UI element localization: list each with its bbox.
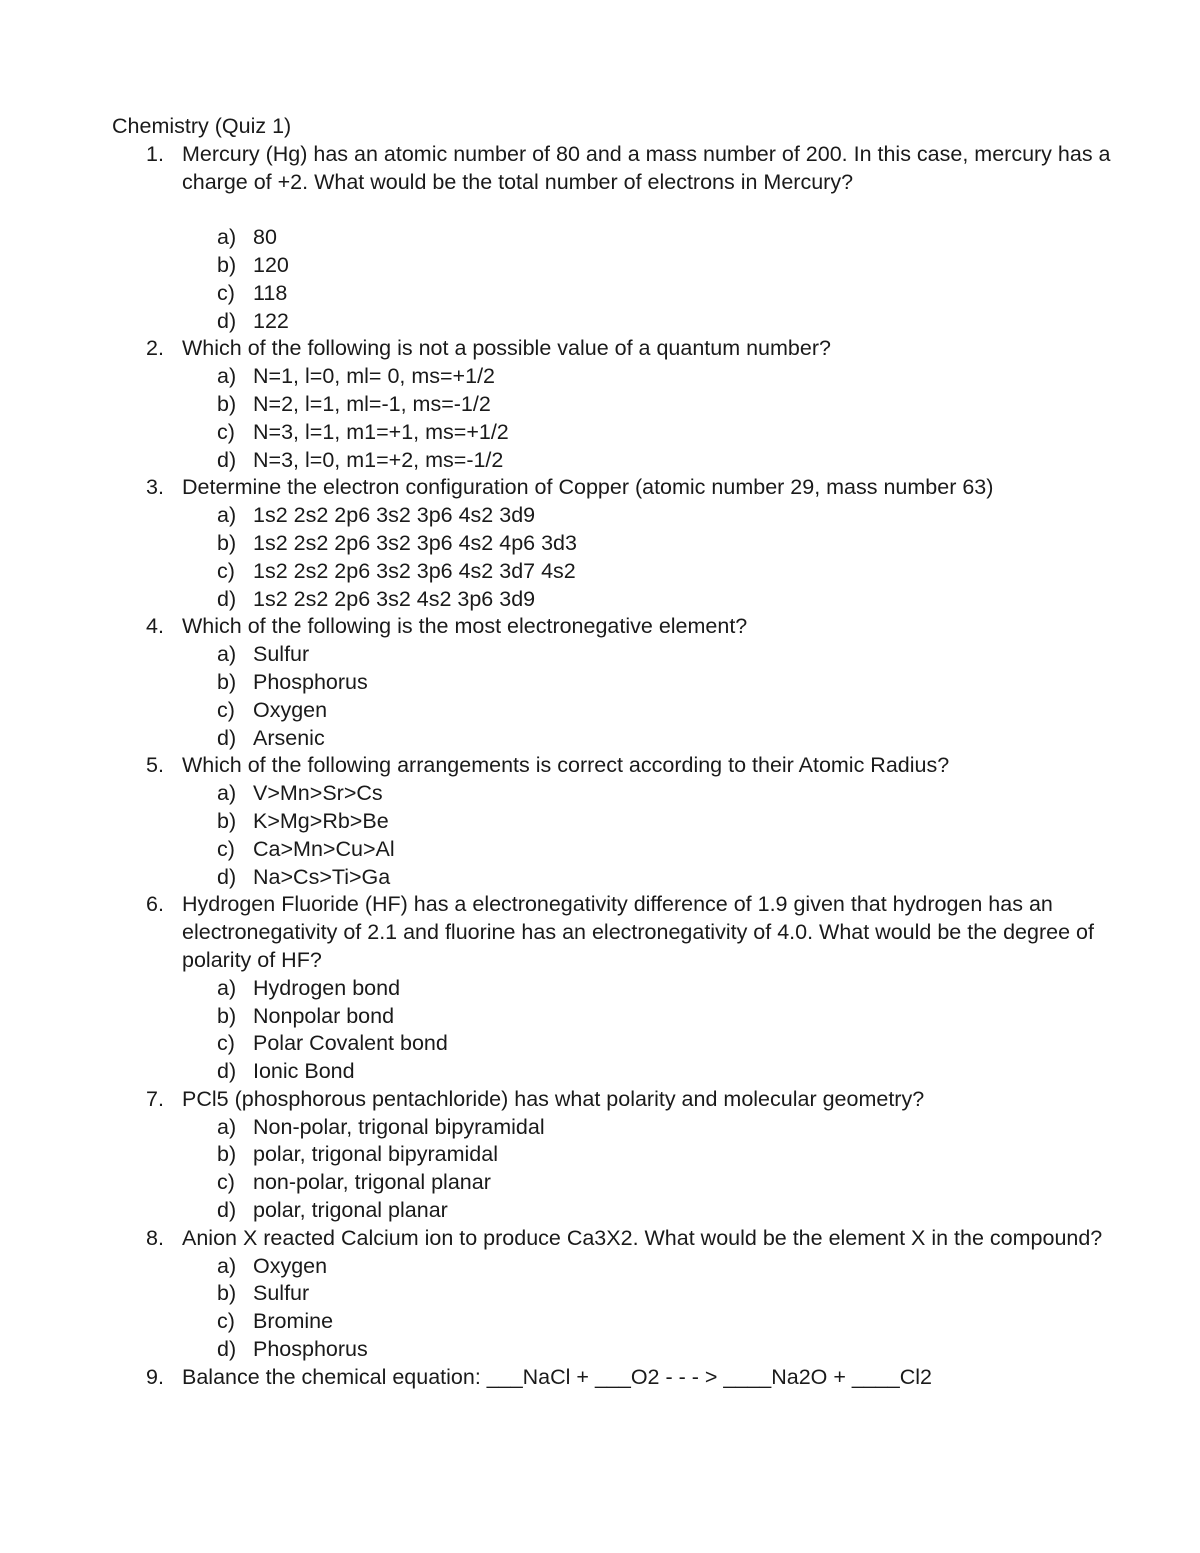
answer-options [182,975,1112,1086]
answer-option [182,1169,1112,1197]
option-label: a) [217,364,237,389]
option-label: b) [217,391,237,416]
answer-options [182,502,1112,613]
option-text: K>Mg>Rb>Be [253,808,389,833]
answer-option [182,224,1112,252]
option-text: Ionic Bond [253,1059,355,1084]
answer-option [182,252,1112,280]
option-label: d) [217,1337,237,1362]
option-text: Oxygen [253,1253,328,1278]
answer-option [182,1308,1112,1336]
option-label: a) [217,975,237,1000]
option-text: Na>Cs>Ti>Ga [253,864,391,889]
question-number: 5. [146,753,164,778]
option-label: d) [217,447,237,472]
option-text: Non-polar, trigonal bipyramidal [253,1114,545,1139]
answer-option [182,1058,1112,1086]
option-text: Sulfur [253,642,310,667]
option-text: 1s2 2s2 2p6 3s2 4s2 3p6 3d9 [253,586,536,611]
question-number: 4. [146,614,164,639]
question-text: Which of the following is not a possible value of a quantum number? [182,336,831,361]
question-number: 2. [146,336,164,361]
option-text: Oxygen [253,697,328,722]
option-text: Nonpolar bond [253,1003,395,1028]
answer-option [182,530,1112,558]
option-text: N=3, l=0, m1=+2, ms=-1/2 [253,447,504,472]
option-label: a) [217,225,237,250]
option-label: d) [217,1198,237,1223]
option-text: Bromine [253,1309,334,1334]
option-label: c) [217,836,235,861]
question-text: PCl5 (phosphorous pentachloride) has what polarity and molecular geometry? [182,1086,925,1111]
option-label: a) [217,1114,237,1139]
question-number: 8. [146,1225,164,1250]
answer-option [182,836,1112,864]
question-4 [112,613,1112,752]
answer-options [182,1114,1112,1225]
answer-options [182,1253,1112,1364]
question-7 [112,1086,1112,1225]
answer-option [182,363,1112,391]
question-text: Anion X reacted Calcium ion to produce Ca3X2. What would be the element X in the compound? [182,1225,1103,1250]
option-label: d) [217,864,237,889]
answer-options [182,641,1112,752]
question-6 [112,891,1112,1086]
question-2 [112,335,1112,474]
answer-option [182,975,1112,1003]
option-label: b) [217,1142,237,1167]
option-label: b) [217,808,237,833]
option-text: 1s2 2s2 2p6 3s2 3p6 4s2 4p6 3d3 [253,530,577,555]
option-label: b) [217,530,237,555]
answer-options [182,224,1112,335]
option-text: 118 [253,280,288,305]
option-label: d) [217,1059,237,1084]
answer-option [182,419,1112,447]
question-text: Hydrogen Fluoride (HF) has a electronegativity difference of 1.9 given that hydrogen has an electronegativity of 2.1 and fluorine has an electronegativity of 4.0. What would be the degree of polarity of HF? [182,892,1094,972]
answer-option [182,586,1112,614]
document-title: Chemistry (Quiz 1) [112,114,292,138]
option-text: N=1, l=0, ml= 0, ms=+1/2 [253,364,496,389]
answer-option [182,808,1112,836]
option-text: Sulfur [253,1281,310,1306]
answer-option [182,1336,1112,1364]
option-label: b) [217,252,237,277]
question-text: Determine the electron configuration of Copper (atomic number 29, mass number 63) [182,475,994,500]
answer-option [182,780,1112,808]
answer-option [182,447,1112,475]
question-1 [112,141,1112,336]
option-text: non-polar, trigonal planar [253,1170,491,1195]
option-label: b) [217,1281,237,1306]
question-number: 6. [146,892,164,917]
answer-option [182,864,1112,892]
answer-option [182,725,1112,753]
answer-option [182,1253,1112,1281]
option-text: Arsenic [253,725,325,750]
answer-option [182,1003,1112,1031]
option-label: a) [217,503,237,528]
option-label: d) [217,725,237,750]
option-text: 1s2 2s2 2p6 3s2 3p6 4s2 3d9 [253,503,536,528]
answer-option [182,391,1112,419]
option-label: c) [217,558,235,583]
option-text: Ca>Mn>Cu>Al [253,836,395,861]
question-number: 7. [146,1086,164,1111]
question-9 [112,1364,1112,1392]
option-text: polar, trigonal planar [253,1198,448,1223]
option-text: V>Mn>Sr>Cs [253,781,383,806]
option-text: N=3, l=1, m1=+1, ms=+1/2 [253,419,509,444]
answer-option [182,1141,1112,1169]
option-label: d) [217,586,237,611]
option-text: 122 [253,308,289,333]
answer-option [182,1280,1112,1308]
question-text: Balance the chemical equation: ___NaCl + ___O2 - - - > ____Na2O + ____Cl2 [182,1364,932,1389]
answer-option [182,558,1112,586]
option-text: 120 [253,252,289,277]
option-text: N=2, l=1, ml=-1, ms=-1/2 [253,391,491,416]
question-number: 9. [146,1364,164,1389]
option-label: c) [217,419,235,444]
option-text: Phosphorus [253,669,368,694]
option-label: c) [217,1031,235,1056]
question-3 [112,474,1112,613]
option-label: b) [217,1003,237,1028]
option-label: d) [217,308,237,333]
question-5 [112,752,1112,891]
option-label: c) [217,1309,235,1334]
option-label: c) [217,1170,235,1195]
answer-option [182,697,1112,725]
answer-option [182,1030,1112,1058]
option-text: Hydrogen bond [253,975,401,1000]
option-label: c) [217,280,235,305]
question-text: Mercury (Hg) has an atomic number of 80 and a mass number of 200. In this case, mercury has a charge of +2. What would be the total number of electrons in Mercury? [182,141,1111,194]
option-label: a) [217,1253,237,1278]
question-text: Which of the following arrangements is correct according to their Atomic Radius? [182,753,950,778]
option-text: polar, trigonal bipyramidal [253,1142,498,1167]
answer-option [182,1114,1112,1142]
answer-option [182,669,1112,697]
question-text: Which of the following is the most electronegative element? [182,614,748,639]
option-text: Phosphorus [253,1337,368,1362]
option-label: a) [217,781,237,806]
answer-options [182,363,1112,474]
answer-option [182,641,1112,669]
option-label: a) [217,642,237,667]
option-text: 1s2 2s2 2p6 3s2 3p6 4s2 3d7 4s2 [253,558,576,583]
option-text: Polar Covalent bond [253,1031,448,1056]
question-list [112,141,1112,1392]
answer-option [182,502,1112,530]
quiz-document [112,113,1112,1392]
option-text: 80 [253,225,277,250]
option-label: b) [217,669,237,694]
answer-option [182,1197,1112,1225]
question-number: 1. [146,141,164,166]
answer-option [182,280,1112,308]
question-8 [112,1225,1112,1364]
answer-option [182,308,1112,336]
answer-options [182,780,1112,891]
question-number: 3. [146,475,164,500]
option-label: c) [217,697,235,722]
